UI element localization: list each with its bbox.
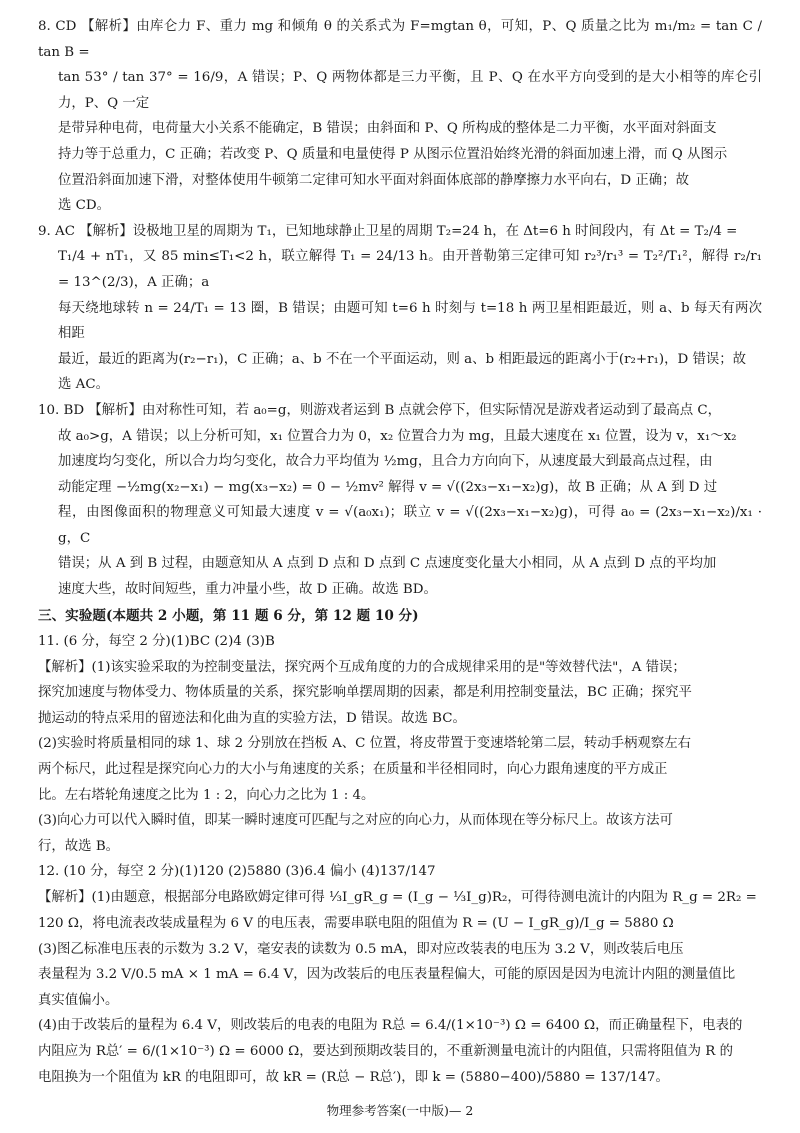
q12-line: (4)由于改装后的量程为 6.4 V，则改装后的电表的电阻为 R总 = 6.4/(1×10⁻³) Ω = 6400 Ω，而正确量程下，电表的 bbox=[38, 1018, 743, 1034]
q8-line: 选 CD。 bbox=[58, 198, 111, 214]
q9-line: 最近，最近的距离为(r₂−r₁)，C 正确；a、b 不在一个平面运动，则 a、b 相距最远的距离小于(r₂+r₁)，D 错误；故 bbox=[58, 351, 747, 367]
q11-line: 行，故选 B。 bbox=[38, 838, 120, 854]
answer-q9 bbox=[38, 219, 762, 398]
q11-line: 【解析】(1)该实验采取的为控制变量法，探究两个互成角度的力的合成规律采用的是"等效替代法"，A 错误； bbox=[38, 659, 686, 675]
q12-line: (3)图乙标准电压表的示数为 3.2 V，毫安表的读数为 0.5 mA，即对应改装表的电压为 3.2 V，则改装后电压 bbox=[38, 941, 684, 957]
q12-line: 表量程为 3.2 V/0.5 mA × 1 mA = 6.4 V，因为改装后的电压表量程偏大，可能的原因是因为电流计内阻的测量值比 bbox=[38, 967, 736, 983]
answer-q8 bbox=[38, 14, 762, 219]
q8-line: 持力等于总重力，C 正确；若改变 P、Q 质量和电量使得 P 从图示位置沿始终光滑的斜面加速上滑，而 Q 从图示 bbox=[58, 146, 728, 162]
q9-line: 9. AC 【解析】设极地卫星的周期为 T₁，已知地球静止卫星的周期 T₂=24 h，在 Δt=6 h 时间段内，有 Δt = T₂/4 = bbox=[38, 223, 738, 239]
q11-answer-head: 11. (6 分，每空 2 分)(1)BC (2)4 (3)B bbox=[38, 633, 275, 649]
q8-line: 是带异种电荷，电荷量大小关系不能确定，B 错误；由斜面和 P、Q 所构成的整体是二力平衡，水平面对斜面支 bbox=[58, 121, 717, 137]
q10-line: 程，由图像面积的物理意义可知最大速度 v = √(a₀x₁)；联立 v = √((2x₃−x₁−x₂)g)，可得 a₀ = (2x₃−x₁−x₂)/x₁ · g，C bbox=[58, 505, 762, 546]
answer-q10 bbox=[38, 398, 762, 603]
q12-line: 【解析】(1)由题意，根据部分电路欧姆定律可得 ⅓I_gR_g = (I_g − ⅓I_g)R₂，可得待测电流计的内阻为 R_g = 2R₂ = bbox=[38, 890, 757, 906]
q10-line: 10. BD 【解析】由对称性可知，若 a₀=g，则游戏者运到 B 点就会停下，但实际情况是游戏者运动到了最高点 C， bbox=[38, 402, 722, 418]
q9-line: 每天绕地球转 n = 24/T₁ = 13 圈，B 错误；由题可知 t=6 h 时刻与 t=18 h 两卫星相距最近，则 a、b 每天有两次相距 bbox=[58, 300, 762, 342]
q10-line: 动能定理 −½mg(x₂−x₁) − mg(x₃−x₂) = 0 − ½mv² 解得 v = √((2x₃−x₁−x₂)g)，故 B 正确；从 A 到 D 过 bbox=[58, 479, 718, 495]
q9-line: 选 AC。 bbox=[58, 377, 109, 393]
q10-line: 速度大些，故时间短些，重力冲量小些，故 D 正确。故选 BD。 bbox=[58, 582, 437, 598]
q12-line: 120 Ω，将电流表改装成量程为 6 V 的电压表，需要串联电阻的阻值为 R = (U − I_gR_g)/I_g = 5880 Ω bbox=[38, 916, 674, 931]
q10-line: 加速度均匀变化，所以合力均匀变化，故合力平均值为 ½mg，且合力方向向下，从速度最大到最高点过程，由 bbox=[58, 454, 713, 470]
q10-line: 故 a₀>g，A 错误；以上分析可知，x₁ 位置合力为 0，x₂ 位置合力为 mg，且最大速度在 x₁ 位置，设为 v，x₁～x₂ bbox=[58, 428, 737, 444]
q11-line: 比。左右塔轮角速度之比为 1 : 2，向心力之比为 1 : 4。 bbox=[38, 787, 375, 803]
q11-line: (2)实验时将质量相同的球 1、球 2 分别放在挡板 A、C 位置，将皮带置于变速塔轮第二层，转动手柄观察左右 bbox=[38, 736, 691, 752]
q11-line: 抛运动的特点采用的留迹法和化曲为直的实验方法，D 错误。故选 BC。 bbox=[38, 710, 466, 726]
answer-q11 bbox=[38, 655, 762, 860]
q8-line: 8. CD 【解析】由库仑力 F、重力 mg 和倾角 θ 的关系式为 F=mgtan θ，可知，P、Q 质量之比为 m₁/m₂ = tan C / tan B = bbox=[38, 19, 762, 60]
q8-line: 位置沿斜面加速下滑，对整体使用牛顿第二定律可知水平面对斜面体底部的静摩擦力水平向右，D 正确；故 bbox=[58, 172, 689, 188]
answer-q12 bbox=[38, 885, 762, 1090]
section-heading-experiment: 三、实验题(本题共 2 小题，第 11 题 6 分，第 12 题 10 分) bbox=[38, 607, 419, 624]
q12-line: 电阻换为一个阻值为 kR 的电阻即可，故 kR = (R总 − R总′)，即 k = (5880−400)/5880 = 137/147。 bbox=[38, 1069, 669, 1085]
q11-line: 两个标尺，此过程是探究向心力的大小与角速度的关系；在质量和半径相同时，向心力跟角速度的平方成正 bbox=[38, 762, 668, 778]
q11-line: 探究加速度与物体受力、物体质量的关系，探究影响单摆周期的因素，都是利用控制变量法，BC 正确；探究平 bbox=[38, 685, 692, 701]
q9-line: T₁/4 + nT₁，又 85 min≤T₁<2 h，联立解得 T₁ = 24/13 h。由开普勒第三定律可知 r₂³/r₁³ = T₂²/T₁²，解得 r₂/r₁ = 13^(2/3)，A 正确；a bbox=[58, 249, 762, 290]
q10-line: 错误；从 A 到 B 过程，由题意知从 A 点到 D 点和 D 点到 C 点速度变化量大小相同，从 A 点到 D 点的平均加 bbox=[58, 556, 717, 572]
q12-answer-head: 12. (10 分，每空 2 分)(1)120 (2)5880 (3)6.4 偏小 (4)137/147 bbox=[38, 864, 436, 880]
q12-line: 内阻应为 R总′ = 6/(1×10⁻³) Ω = 6000 Ω，要达到预期改装目的，不重新测量电流计的内阻值，只需将阻值为 R 的 bbox=[38, 1043, 733, 1059]
q12-line: 真实值偏小。 bbox=[38, 992, 119, 1008]
q11-line: (3)向心力可以代入瞬时值，即某一瞬时速度可匹配与之对应的向心力，从而体现在等分标尺上。故该方法可 bbox=[38, 813, 673, 829]
page-footer: 物理参考答案(一中版)— 2 bbox=[326, 1103, 474, 1118]
q8-line: tan 53° / tan 37° = 16/9，A 错误；P、Q 两物体都是三力平衡，且 P、Q 在水平方向受到的是大小相等的库仑引力，P、Q 一定 bbox=[58, 70, 762, 111]
